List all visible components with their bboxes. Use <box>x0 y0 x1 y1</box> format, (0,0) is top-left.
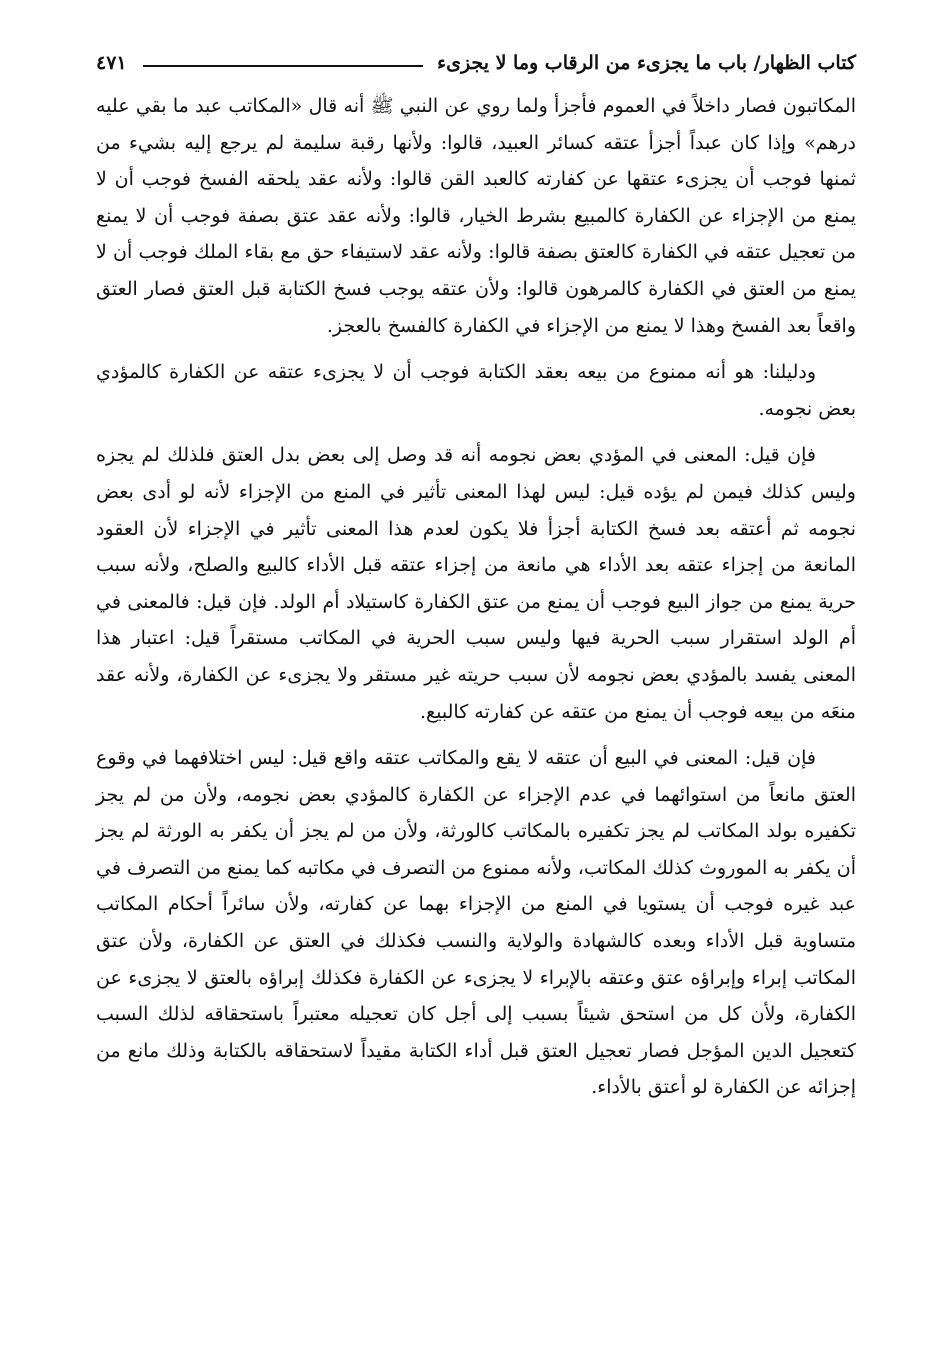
paragraph-3: فإن قيل: المعنى في المؤدي بعض نجومه أنه قد وصل إلى بعض بدل العتق فلذلك لم يجزه وليس كذلك فيمن لم يؤده قيل: ليس لهذا المعنى تأثير في المنع من الإجزاء لأنه لو أدى بعض نجومه ثم أعتقه بعد فسخ الكتابة أجزأ فلا يكون لعدم هذا المعنى تأثير في الإجزاء لأن العقود المانعة من إجزاء عتقه بعد الأداء هي مانعة من إجزاء عتقه قبل الأداء كالبيع والصلح، ولأنه سبب حرية يمنع من جواز البيع فوجب أن يمنع من عتق الكفارة كاستيلاد أم الولد. فإن قيل: فالمعنى في أم الولد استقرار سبب الحرية فيها وليس سبب الحرية في المكاتب مستقراً قيل: اعتبار هذا المعنى يفسد بالمؤدي بعض نجومه لأن سبب حريته غير مستقر ولا يجزىء عن الكفارة، ولأنه عقد منعَه من بيعه فوجب أن يمنع من عتقه عن كفارته كالبيع. <box>96 444 856 723</box>
paragraph-2: ودليلنا: هو أنه ممنوع من بيعه بعقد الكتابة فوجب أن لا يجزىء عتقه عن الكفارة كالمؤدي بعض نجومه. <box>96 361 856 420</box>
body-text <box>96 88 856 1106</box>
header-rule <box>143 65 424 67</box>
paragraph-4: فإن قيل: المعنى في البيع أن عتقه لا يقع والمكاتب عتقه واقع قيل: ليس اختلافهما في وقوع العتق مانعاً من استوائهما في عدم الإجزاء عن الكفارة كالمؤدي بعض نجومه، ولأن من لم يجز تكفيره بولد المكاتب لم يجز تكفيره بالمكاتب كالورثة، ولأن من لم يجز أن يكفر به الورثة لم يجز أن يكفر به الموروث كذلك المكاتب، ولأنه ممنوع من التصرف في مكاتبه كما يمنع من التصرف في عبد غيره فوجب أن يستويا في المنع من الإجزاء بهما عن كفارته، ولأن سائراً أحكام المكاتب متساوية قبل الأداء وبعده كالشهادة والولاية والنسب فكذلك في العتق عن الكفارة، ولأن عتق المكاتب إبراء وإبراؤه عتق وعتقه بالإبراء لا يجزىء عن الكفارة فكذلك إبراؤه بالعتق لا يجزىء عن الكفارة، ولأن كل من استحق شيئاً بسبب إلى أجل كان تعجيله معتبراً باستحقاقه لذلك السبب كتعجيل الدين المؤجل فصار تعجيل العتق قبل أداء الكتابة مقيداً لاستحقاقه بالكتابة وذلك مانع من إجزائه عن الكفارة لو أعتق بالأداء. <box>96 747 856 1099</box>
page-number: ٤٧١ <box>96 52 127 74</box>
paragraph-1: المكاتبون فصار داخلاً في العموم فأجزأ ولما روي عن النبي ﷺ أنه قال «المكاتب عبد ما بقي عليه درهم» وإذا كان عبداً أجزأ عتقه كسائر العبيد، قالوا: ولأنها رقبة سليمة لم يرجع إليه بشيء من ثمنها فوجب أن يجزىء عتقها عن كفارته كالعبد القن قالوا: ولأنه عقد يلحقه الفسخ فوجب أن لا يمنع من الإجزاء عن الكفارة كالمبيع بشرط الخيار، قالوا: ولأنه عقد عتق بصفة فوجب أن لا يمنع من تعجيل عتقه في الكفارة كالعتق بصفة قالوا: ولأنه عقد لاستيفاء حق مع بقاء الملك فوجب أن لا يمنع من العتق في الكفارة كالمرهون قالوا: ولأن عتقه يوجب فسخ الكتابة قبل العتق فصار العتق واقعاً بعد الفسخ وهذا لا يمنع من الإجزاء في الكفارة كالفسخ بالعجز. <box>96 95 856 337</box>
book-page <box>96 40 856 1116</box>
running-header <box>96 40 856 86</box>
chapter-title: كتاب الظهار/ باب ما يجزىء من الرقاب وما لا يجزىء <box>437 52 856 74</box>
